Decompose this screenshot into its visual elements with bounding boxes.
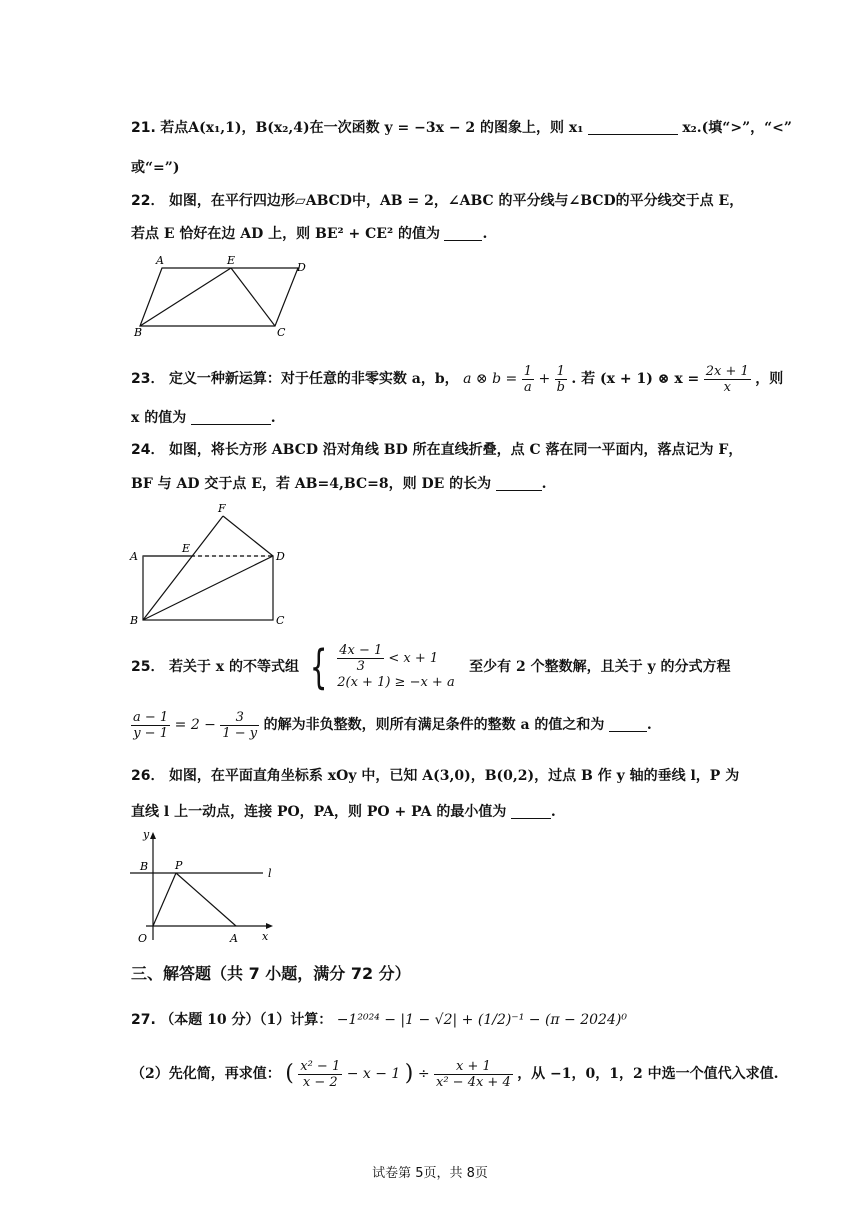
divide-icon: ÷ [417,1066,430,1082]
q26-line1 [131,766,740,786]
label-y: y [143,828,150,841]
q25-text1: 若关于 x 的不等式组 [168,659,300,675]
q25-line2: $\frac{a - 1}{y - 1}$ = 2 − $\frac{3}{1 - y}$ 的解为非负整数，则所有满足条件的整数 a 的值之和为 . [133,709,652,741]
q26-line2: 直线 l 上一动点，连接 PO，PA，则 PO + PA 的最小值为 . [131,804,556,820]
q22-blank[interactable] [444,226,482,241]
label-b: B [134,326,143,339]
q24-text2: BF 与 AD 交于点 E，若 AB=4,BC=8，则 DE 的长为 [131,476,492,492]
q23-text3: ，则 [755,371,784,387]
q22-line2: 若点 E 恰好在边 AD 上，则 BE² + CE² 的值为 . [131,226,488,242]
segment-fd [223,516,273,556]
q27-frac1: $\frac{\text{x² − 1}}{x - 2}$ [300,1058,341,1090]
diagonal-bd [143,556,273,620]
q27-line1 [131,1010,740,1030]
q23-text1: 定义一种新运算：对于任意的非零实数 a，b， [168,371,459,387]
label-c: C [276,614,285,627]
q24-line1 [131,440,743,460]
label-b: B [130,614,139,627]
label-o: O [138,932,148,945]
q26-number: 26． [131,768,165,784]
label-b: B [140,860,149,873]
page-footer: 试卷第 5页，共 8页 [372,1166,488,1181]
q23-line1 [131,362,784,396]
q21-line2-text: 或“=”) [131,160,180,176]
q22-text2: 若点 E 恰好在边 AD 上，则 BE² + CE² 的值为 [131,226,440,242]
q21-line1 [131,118,792,138]
label-c: C [277,326,286,339]
q22-figure [130,254,320,340]
label-a: A [230,932,238,945]
label-e: E [227,254,236,267]
q22-line1 [131,191,744,211]
q23-number: 23． [131,371,165,387]
label-p: P [175,859,183,872]
q27-expression: −1²⁰²⁴ − |1 − √2| + (1/2)⁻¹ − (π − 2024)⁰ [336,1012,627,1028]
q22-number: 22． [131,193,165,209]
q27-part2-head: （2）先化简，再求值： [131,1066,281,1082]
label-a: A [130,550,138,563]
q25-inequality-system: $\frac{4x - 1}{3}$ < x + 1 2(x + 1) ≥ −x + a [337,642,455,690]
label-d: D [276,550,285,563]
q23-line2-text: x 的值为 [131,410,187,426]
q23-frac1: $\frac{1}{a}$ [523,363,532,395]
label-x: x [262,930,269,943]
brace-icon: { [309,640,327,694]
q26-text2: 直线 l 上一动点，连接 PO，PA，则 PO + PA 的最小值为 [131,804,507,820]
q21-tail: x₂.(填“>”，“<” [682,120,792,136]
x-axis-arrow-icon [266,923,273,929]
q24-number: 24． [131,442,165,458]
q23-frac3: $\frac{2x + 1}{x}$ [705,363,749,395]
q21-blank[interactable] [588,120,678,135]
label-d: D [297,261,306,274]
q24-line2: BF 与 AD 交于点 E，若 AB=4,BC=8，则 DE 的长为 . [131,476,547,492]
label-f: F [218,502,226,515]
q27-line2: （2）先化简，再求值： ( $\frac{\text{x² − 1}}{x - 2}$ − x − 1 ) ÷ $\frac{x + 1}{\text{x² − 4x + 4}}$ ，从 −1，0，1，2 中选一个值代入求值. [131,1058,779,1090]
q25-text3: 的解为非负整数，则所有满足条件的整数 a 的值之和为 [263,717,605,733]
segment-pa [176,873,236,926]
q23-plus: + [538,371,551,387]
q25-eq-mid: = 2 − [174,717,216,733]
q26-figure [128,828,288,948]
q22-text1: 如图，在平行四边形▱ABCD中，AB = 2，∠ABC 的平分线与∠BCD的平分线交于点 E， [168,193,744,209]
q24-blank[interactable] [496,476,542,491]
segment-ce [231,268,275,326]
segment-po [153,873,176,926]
q23-text2: . 若 (x + 1) ⊗ x = [571,371,700,387]
q27-tail: ，从 −1，0，1，2 中选一个值代入求值. [517,1066,779,1082]
section-3-title: 三、解答题（共 7 小题，满分 72 分） [131,964,411,983]
parallelogram-abcd [140,268,298,326]
q24-text1: 如图，将长方形 ABCD 沿对角线 BD 所在直线折叠，点 C 落在同一平面内，落点记为 F， [168,442,743,458]
q26-text1: 如图，在平面直角坐标系 xOy 中，已知 A(3,0)，B(0,2)，过点 B 作 y 轴的垂线 l，P 为 [168,768,740,784]
q23-frac2: $\frac{1}{b}$ [556,363,565,395]
y-axis-arrow-icon [150,832,156,839]
q26-blank[interactable] [511,804,551,819]
q23-blank[interactable] [191,410,271,425]
q27-head: （本题 10 分）（1）计算： [160,1012,333,1028]
q25-frac1: $\frac{a - 1}{y - 1}$ [133,709,169,741]
q25-text2: 至少有 2 个整数解，且关于 y 的分式方程 [469,659,731,675]
q24-figure [128,500,298,630]
q23-line2: x 的值为 . [131,410,276,426]
q27-number: 27. [131,1012,156,1028]
label-l: l [268,867,272,880]
q21-text: 若点A(x₁,1)，B(x₂,4)在一次函数 y = −3x − 2 的图象上，则 x₁ [160,120,584,136]
q25-blank[interactable] [609,717,647,732]
q23-op: a ⊗ b = [463,371,518,387]
q25-line1 [131,638,740,696]
segment-be [140,268,231,326]
q21-number: 21. [131,120,156,136]
q25-number: 25． [131,659,165,675]
segment-bf [143,516,223,620]
label-e: E [182,542,191,555]
q27-frac2: $\frac{x + 1}{\text{x² − 4x + 4}}$ [436,1058,511,1090]
q21-line2 [131,158,740,178]
q27-mid: − x − 1 [346,1066,401,1082]
label-a: A [156,254,164,267]
q25-frac2: $\frac{3}{1 - y}$ [222,709,258,741]
